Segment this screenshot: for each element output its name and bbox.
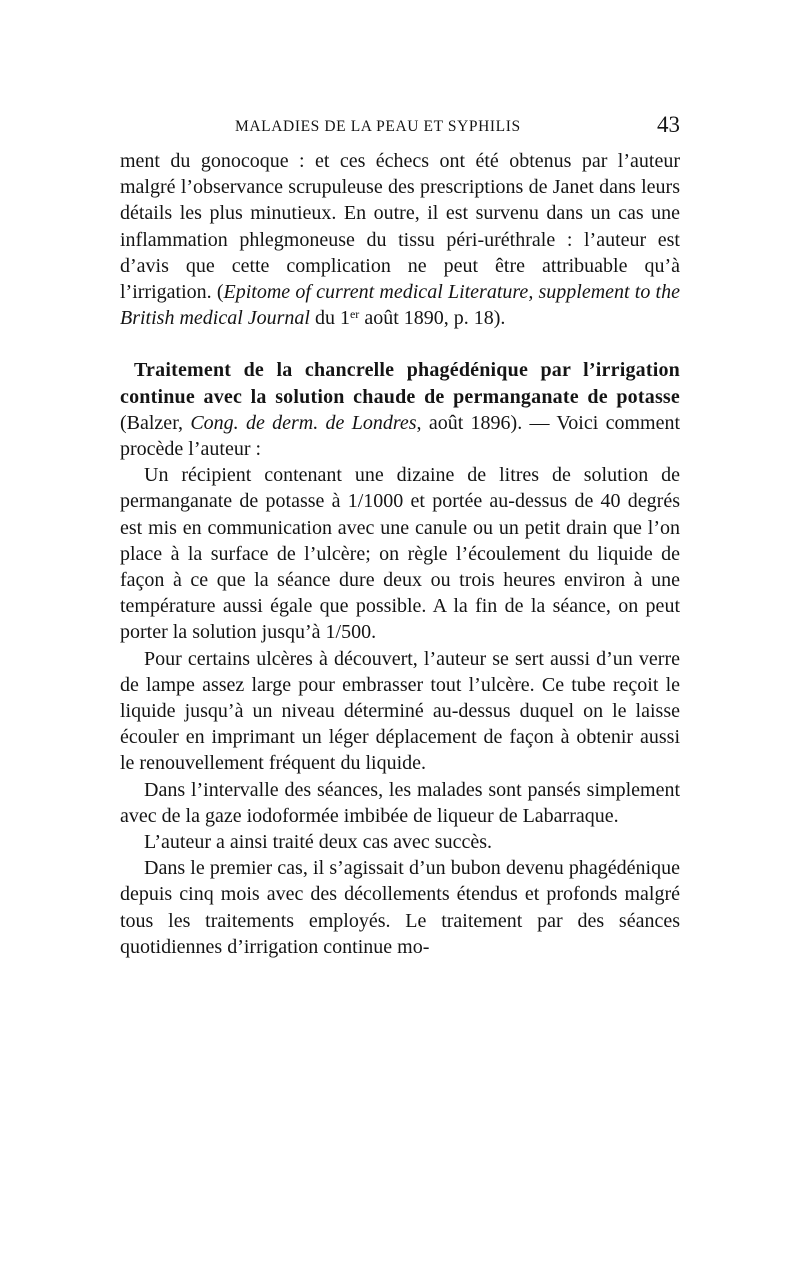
source-reference: Cong. de derm. de Londres: [190, 411, 417, 434]
paragraph: Un récipient contenant une dizaine de litres de solution de permanganate de potasse à 1/1000 et portée au-dessus de 40 degrés est mis en communication avec une canule ou un petit drain que l’on place à la surface de l’ulcère; on règle l’écoulement du liquide de façon à ce que la séance dure deux ou trois heures environ à une température aussi égale que possible. A la fin de la séance, on peut porter la solution jusqu’à 1/500.: [120, 464, 680, 644]
citation-date: du 1: [309, 307, 350, 330]
reference-end: , août 1896). — Voici comment procède l’auteur :: [120, 411, 680, 461]
superscript: er: [349, 307, 360, 322]
running-head: MALADIES DE LA PEAU ET SYPHILIS: [235, 118, 521, 135]
paragraph-continuation: [120, 148, 680, 331]
paragraph: L’auteur a ainsi traité deux cas avec succès.: [144, 831, 492, 854]
page-number: 43: [657, 112, 680, 137]
body-text: [120, 148, 680, 960]
paragraph: Dans l’intervalle des séances, les malades sont pansés simplement avec de la gaze iodoformée imbibée de liqueur de Labarraque.: [120, 778, 680, 827]
page-header: [120, 114, 680, 144]
section-heading: Traitement de la chancrelle phagédénique par l’irrigation continue avec la solution chaude de permanganate de potasse: [120, 359, 680, 408]
author-reference: (Balzer,: [120, 411, 191, 434]
paragraph-text: ment du gonocoque : et ces échecs ont été obtenus par l’auteur malgré l’observance scrupuleuse des prescriptions de Janet dans leurs détails les plus minutieux. En outre, il est survenu dans un cas une inflammation phlegmoneuse du tissu péri-uréthrale : l’auteur est d’avis que cette complication ne peut être attribuable qu’à l’irrigation. (: [120, 150, 680, 304]
paragraph: Dans le premier cas, il s’agissait d’un bubon devenu phagédénique depuis cinq mois avec des décollements étendus et profonds malgré tous les traitements employés. Le traitement par des séances quotidiennes d’irrigation continue mo-: [120, 857, 680, 958]
paragraph: Pour certains ulcères à découvert, l’auteur se sert aussi d’un verre de lampe assez large pour embrasser tout l’ulcère. Ce tube reçoit le liquide jusqu’à un niveau déterminé au-dessus duquel on le laisse écouler en imprimant un léger déplacement de façon à obtenir aussi le renouvellement fréquent du liquide.: [120, 647, 680, 775]
citation-journal: Epitome of current medical Literature, supplement to the British medical Journal: [120, 281, 680, 330]
section-paragraph: [120, 357, 680, 462]
citation-end: août 1890, p. 18).: [359, 307, 506, 330]
